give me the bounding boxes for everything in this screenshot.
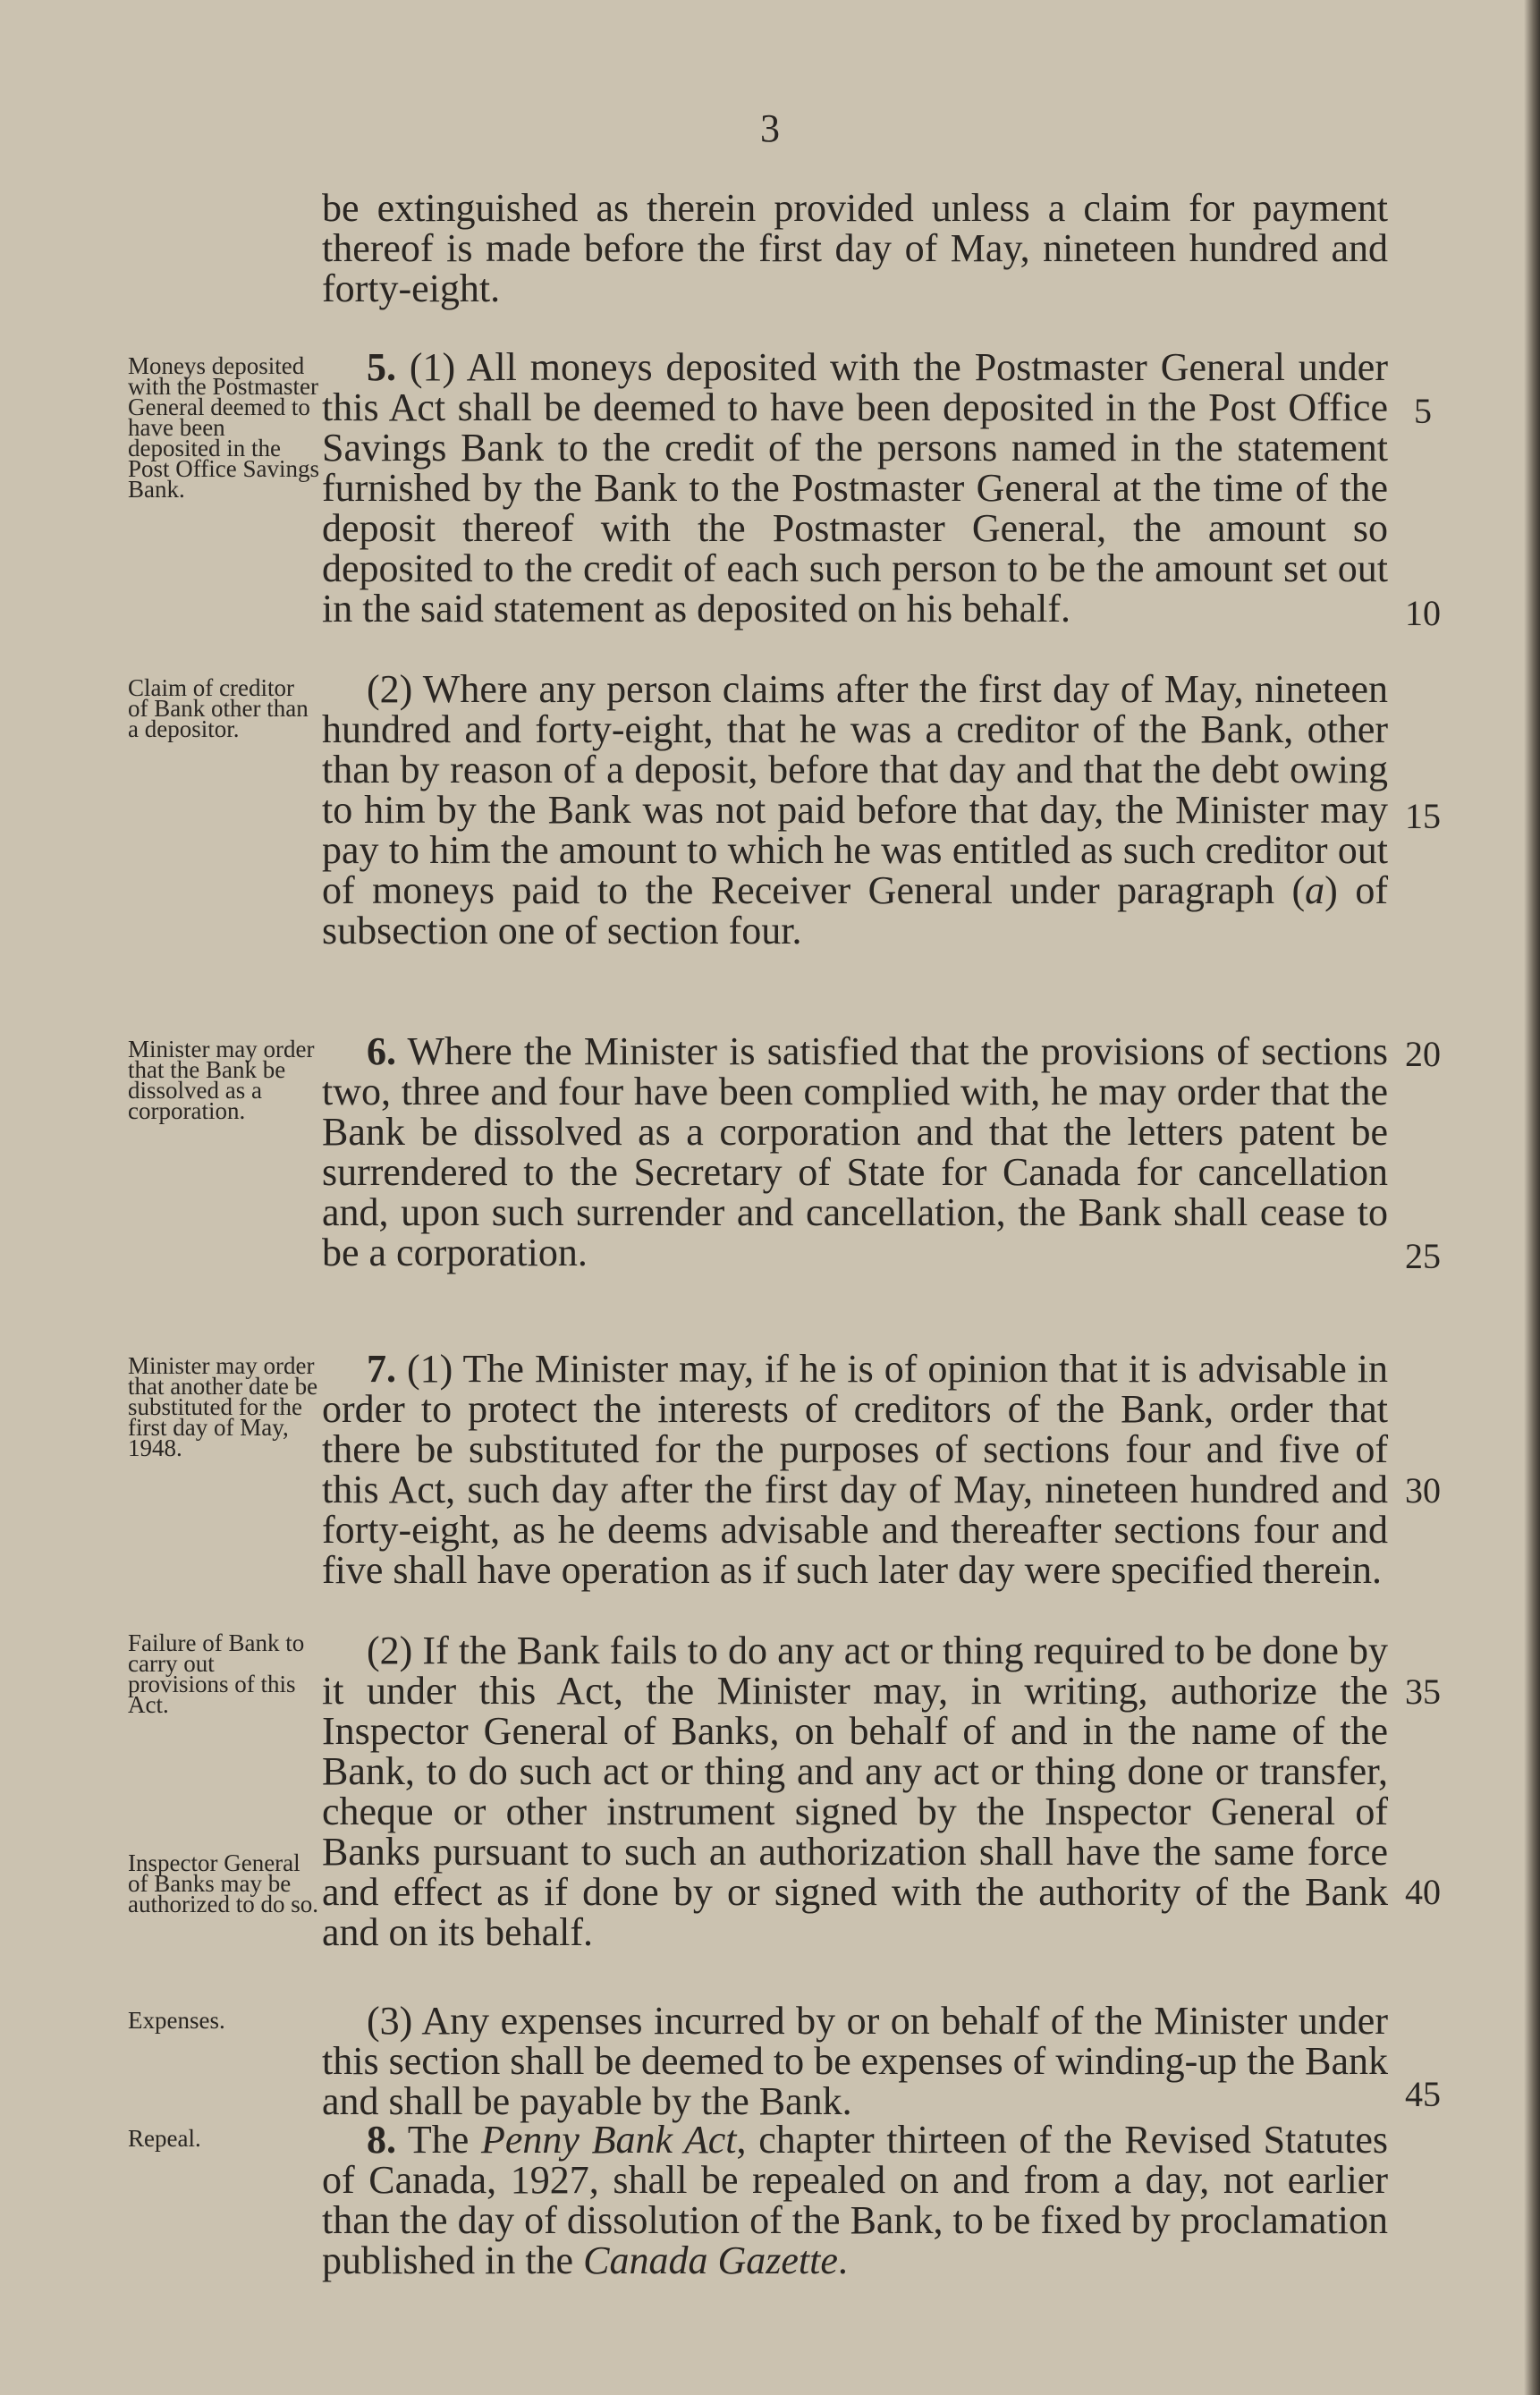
section-7-2: (2) If the Bank fails to do any act or thing required to be done by it under this Act, the Minister may, in writing, authorize the Inspector General of Banks, on behalf of and in the name of the Bank, to do such act or thing and any act or thing done or transfer, cheque or other instrument signed by the Inspector General of Banks pursuant to such an authorization shall have the same force and effect as if done by or signed with the authority of the Bank and on its behalf. xyxy=(322,1629,1388,1954)
section-5-1: 5. (1) All moneys deposited with the Postmaster General under this Act shall be deemed to have been deposited in the Post Office Savings Bank to the credit of the persons named in the statement furnished by the Bank to the Postmaster General at the time of the deposit thereof with the Postmaster General, the amount so deposited to the credit of each such person to be the amount set out in the said statement as deposited on his behalf. xyxy=(322,345,1388,630)
marginal-note: Expenses. xyxy=(128,2007,225,2034)
marginal-note: Minister may order that another date be substituted for the first day of May, 1948. xyxy=(128,1352,318,1461)
section-6: 6. Where the Minister is satisfied that the provisions of sections two, three and four have been complied with, he may order that the Bank be dissolved as a corporation and that the letters patent be surrendered to the Secretary of State for Canada for cancellation and, upon such surrender and cancellation, the Bank shall cease to be a corporation. xyxy=(322,1029,1388,1274)
marginal-note: Failure of Bank to carry out provisions of this Act. xyxy=(128,1629,305,1718)
line-number: 15 xyxy=(1405,796,1441,836)
line-number: 30 xyxy=(1405,1470,1441,1511)
marginal-note: Minister may order that the Bank be dissolved as a corporation. xyxy=(128,1036,315,1124)
line-number: 45 xyxy=(1405,2074,1441,2114)
line-number: 20 xyxy=(1405,1034,1441,1074)
line-number: 35 xyxy=(1405,1671,1441,1712)
marginal-note: Claim of creditor of Bank other than a depositor. xyxy=(128,674,309,742)
line-number: 10 xyxy=(1405,593,1441,633)
page-number: 3 xyxy=(760,106,780,150)
marginal-note: Moneys deposited with the Postmaster General deemed to have been deposited in the Post Office Savings Bank. xyxy=(128,352,319,503)
line-number: 5 xyxy=(1414,391,1432,431)
line-number: 40 xyxy=(1405,1872,1441,1912)
section-5-2: (2) Where any person claims after the first day of May, nineteen hundred and forty-eight, that he was a creditor of the Bank, other than by reason of a deposit, before that day and that the debt owing to him by the Bank was not paid before that day, the Minister may pay to him the amount to which he was entitled as such creditor out of moneys paid to the Receiver General under paragraph (a) of subsection one of section four. xyxy=(322,667,1388,952)
section-8: 8. The Penny Bank Act, chapter thirteen of the Revised Statutes of Canada, 1927, shall be repealed on and from a day, not earlier than the day of dissolution of the Bank, to be fixed by proclamation published in the Canada Gazette. xyxy=(322,2118,1388,2282)
marginal-note: Inspector General of Banks may be authorized to do so. xyxy=(128,1849,318,1917)
section-7-3: (3) Any expenses incurred by or on behalf of the Minister under this section shall be deemed to be expenses of winding-up the Bank and shall be payable by the Bank. xyxy=(322,1999,1388,2123)
page-edge xyxy=(1524,0,1540,2395)
marginal-note: Repeal. xyxy=(128,2125,201,2152)
section-7-1: 7. (1) The Minister may, if he is of opinion that it is advisable in order to protect the interests of creditors of the Bank, order that there be substituted for the purposes of sections four and five of this Act, such day after the first day of May, nineteen hundred and forty-eight, as he deems advisable and thereafter sections four and five shall have operation as if such later day were specified therein. xyxy=(322,1347,1389,1592)
line-number: 25 xyxy=(1405,1236,1441,1276)
paragraph-continuation: be extinguished as therein provided unless a claim for payment thereof is made before the first day of May, nineteen hundred and forty-eight. xyxy=(322,186,1388,310)
